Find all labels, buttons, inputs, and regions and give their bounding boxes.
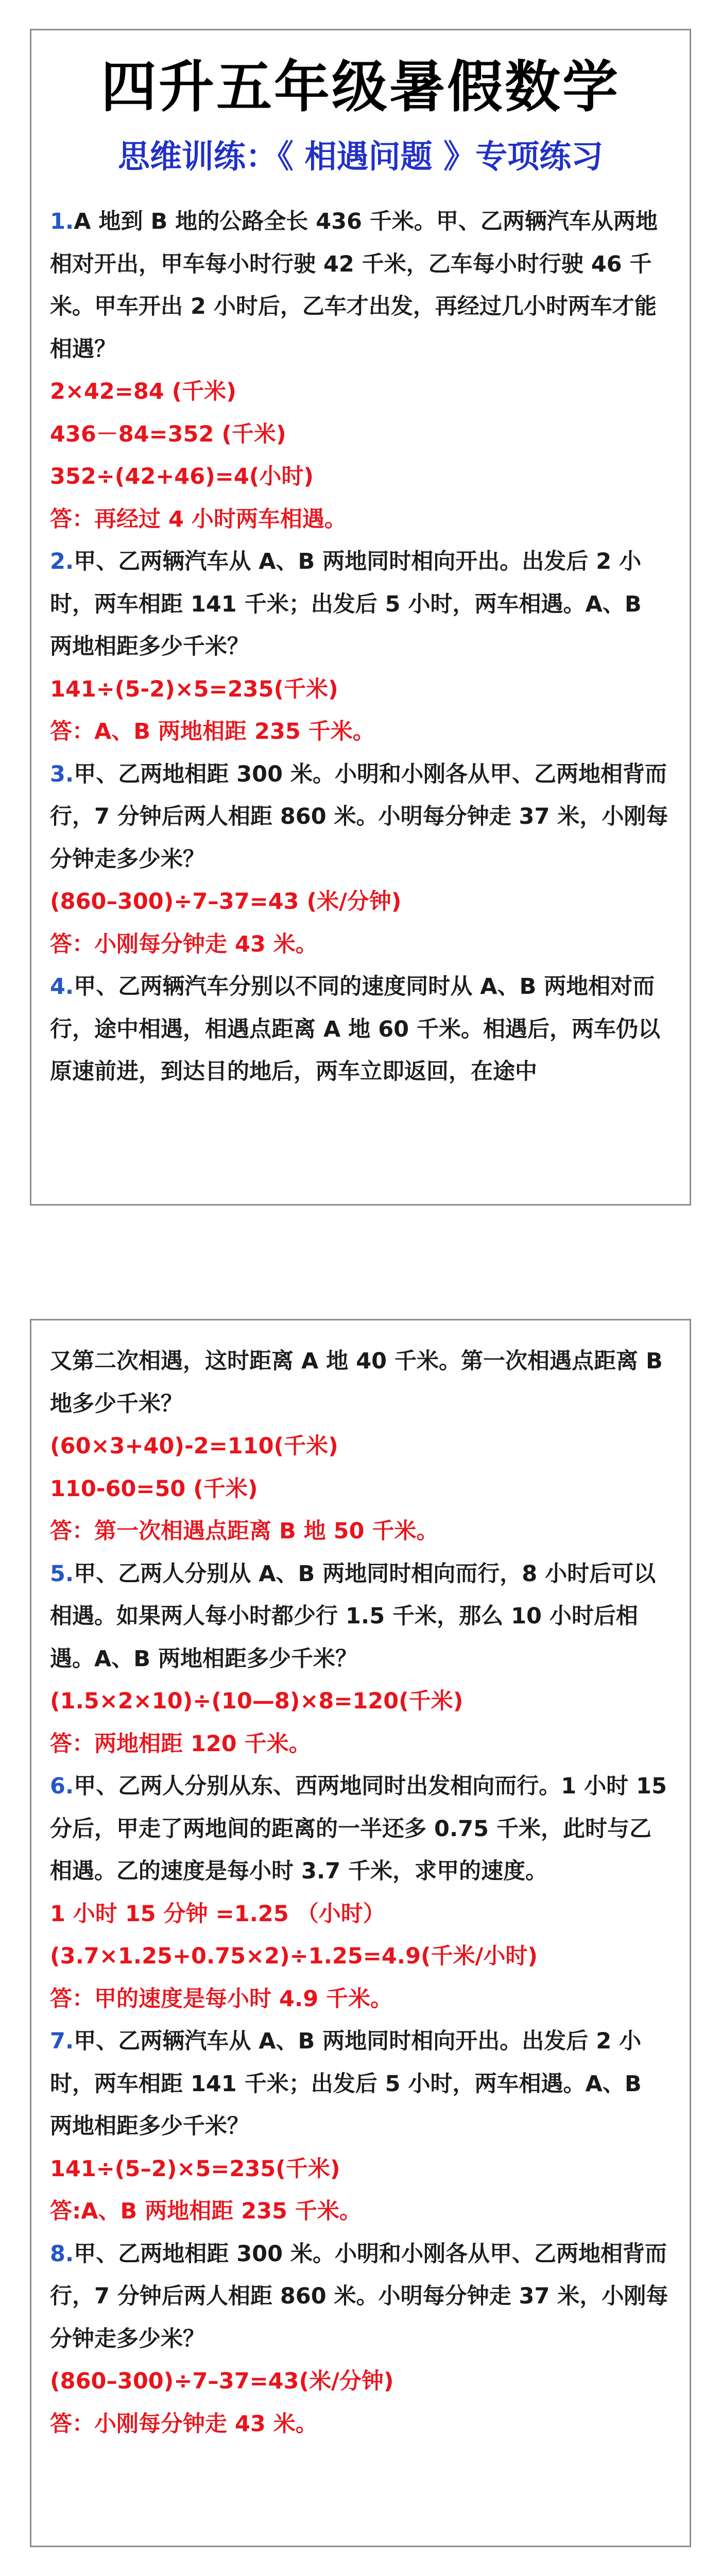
- question-text: [50, 2233, 671, 2361]
- answer-line: 答：小刚每分钟走 43 米。: [50, 2411, 318, 2437]
- question-text: [50, 965, 671, 1093]
- question-body: 甲、乙两地相距 300 米。小明和小刚各从甲、乙两地相背而行，7 分钟后两人相距 860 米。小明每分钟走 37 米，小刚每分钟走多少米？: [50, 761, 668, 872]
- worksheet-subtitle: 思维训练：《 相遇问题 》专项练习: [117, 138, 604, 175]
- answer-line: (60×3+40)-2=110(千米): [50, 1433, 338, 1459]
- answer-line: 答：小刚每分钟走 43 米。: [50, 931, 318, 957]
- worksheet-page-2: [30, 1319, 691, 2547]
- answer-line: 答：再经过 4 小时两车相遇。: [50, 506, 347, 532]
- question-body: 甲、乙两地相距 300 米。小明和小刚各从甲、乙两地相背而行，7 分钟后两人相距 860 米。小明每分钟走 37 米，小刚每分钟走多少米？: [50, 2241, 668, 2352]
- question-body: 甲、乙两人分别从 A、B 两地同时相向而行，8 小时后可以相遇。如果两人每小时都少行 1.5 千米，那么 10 小时后相遇。A、B 两地相距多少千米？: [50, 1561, 656, 1672]
- worksheet-title: 四升五年级暑假数学: [100, 55, 620, 120]
- answer-line: (860–300)÷7–37=43 (米/分钟): [50, 889, 402, 914]
- question-number: 7.: [50, 2028, 74, 2054]
- answer-line: 436－84=352 (千米): [50, 421, 286, 447]
- answer-line: 141÷(5-2)×5=235(千米): [50, 676, 338, 702]
- question-body: 又第二次相遇，这时距离 A 地 40 千米。第一次相遇点距离 B 地多少千米？: [50, 1348, 663, 1417]
- question-body: 甲、乙两辆汽车从 A、B 两地同时相向开出。出发后 2 小时，两车相距 141 千米；出发后 5 小时，两车相遇。A、B 两地相距多少千米？: [50, 549, 642, 659]
- question-body: 甲、乙两辆汽车分别以不同的速度同时从 A、B 两地相对而行，途中相遇，相遇点距离 A 地 60 千米。相遇后，两车仍以原速前进，到达目的地后，两车立即返回，在途中: [50, 974, 660, 1084]
- question-body: 甲、乙两人分别从东、西两地同时出发相向而行。1 小时 15 分后，甲走了两地间的距离的一半还多 0.75 千米，此时与乙相遇。乙的速度是每小时 3.7 千米，求甲的速度。: [50, 1773, 667, 1884]
- question-text: [50, 2020, 671, 2148]
- question-number: 2.: [50, 549, 74, 574]
- question-number: 8.: [50, 2241, 74, 2267]
- answer-line: 答：甲的速度是每小时 4.9 千米。: [50, 1986, 393, 2012]
- page-content: [50, 1340, 671, 2445]
- answer-line: 2×42=84 (千米): [50, 379, 236, 404]
- answer-line: 110-60=50 (千米): [50, 1476, 258, 1502]
- question-number: 1.: [50, 209, 74, 234]
- worksheet-page-1: [30, 29, 691, 1206]
- page-content: [50, 200, 671, 1093]
- question-number: 6.: [50, 1773, 74, 1799]
- question-text: [50, 753, 671, 881]
- question-body: A 地到 B 地的公路全长 436 千米。甲、乙两辆汽车从两地相对开出，甲车每小时行驶 42 千米，乙车每小时行驶 46 千米。甲车开出 2 小时后，乙车才出发，再经过几小时两车才能相遇？: [50, 209, 658, 362]
- answer-line: 答：第一次相遇点距离 B 地 50 千米。: [50, 1518, 439, 1544]
- answer-line: 答：A、B 两地相距 235 千米。: [50, 719, 375, 744]
- question-number: 3.: [50, 761, 74, 787]
- question-body: 甲、乙两辆汽车从 A、B 两地同时相向开出。出发后 2 小时，两车相距 141 千米；出发后 5 小时，两车相遇。A、B 两地相距多少千米？: [50, 2028, 642, 2139]
- question-number: 5.: [50, 1561, 74, 1587]
- answer-line: (3.7×1.25+0.75×2)÷1.25=4.9(千米/小时): [50, 1943, 538, 1969]
- question-text: [50, 200, 671, 370]
- answer-line: 1 小时 15 分钟 =1.25 （小时）: [50, 1901, 385, 1927]
- question-number: 4.: [50, 974, 74, 999]
- answer-line: (860–300)÷7–37=43(米/分钟): [50, 2368, 394, 2394]
- answer-line: 答:A、B 两地相距 235 千米。: [50, 2198, 362, 2224]
- answer-line: (1.5×2×10)÷(10—8)×8=120(千米): [50, 1688, 464, 1714]
- question-text: [50, 1340, 671, 1425]
- question-text: [50, 1553, 671, 1681]
- answer-line: 141÷(5–2)×5=235(千米): [50, 2156, 340, 2182]
- answer-line: 答：两地相距 120 千米。: [50, 1731, 311, 1757]
- question-text: [50, 540, 671, 668]
- answer-line: 352÷(42+46)=4(小时): [50, 464, 314, 489]
- question-text: [50, 1765, 671, 1893]
